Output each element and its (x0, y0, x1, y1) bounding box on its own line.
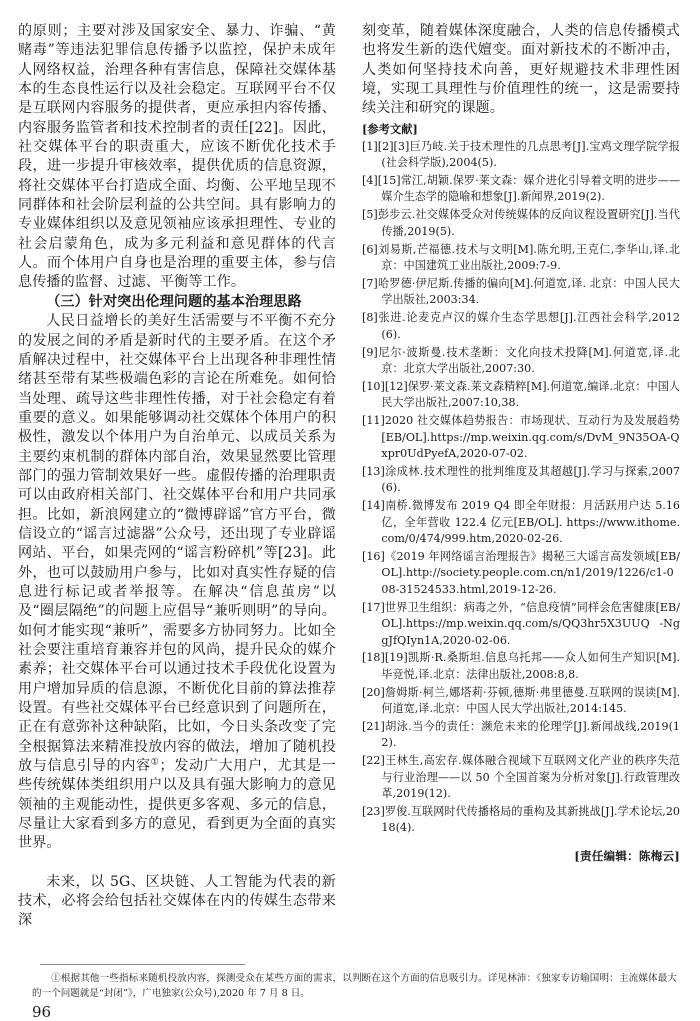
responsible-editor-credit: [责任编辑：陈梅云] (574, 848, 680, 863)
reference-item: [20]詹姆斯·柯兰,娜塔莉·芬顿,德斯·弗里德曼.互联网的误读[M].何道宽,译.北京：中国人民大学出版社,2014:145. (362, 685, 680, 716)
right-column (362, 22, 680, 930)
paragraph-text-before-footnote: 人民日益增长的美好生活需要与不平衡不充分的发展之间的矛盾是新时代的主要矛盾。在这个矛盾解决过程中，社交媒体平台上出现各种非理性情绪甚至带有某些极端色彩的言论在所难免。如何恰当处理、疏导这些非理性传播，对于社会稳定有着重要的意义。如果能够调动社交媒体个体用户的积极性，激发以个体用户为自治单元、以成员关系为主要约束机制的群体内部自治，效果显然要比管理部门的强力管制效果好一些。虚假传播的治理职责可以由政府相关部门、社交媒体平台和用户共同承担。比如，新浪网建立的“微博辟谣”官方平台，微信设立的“谣言过滤器”公众号，还出现了专业辟谣网站、平台，如果壳网的“谣言粉碎机”等[23]。此外，也可以鼓励用户参与，比如对真实性存疑的信息进行标记或者举报等。在解决“信息茧房”以及“圈层隔绝”的问题上应倡导“兼听则明”的导向。如何才能实现“兼听”，需要多方协同努力。比如全社会要注重培育兼容并包的风尚，提升民众的媒介素养；社交媒体平台可以通过技术手段优化设置为用户增加异质的信息源，不断优化目前的算法推荐设置。有些社交媒体平台已经意识到了问题所在，正在有意弥补这种缺陷，比如，今日头条改变了完全根据算法来精准投放内容的做法，增加了随机投放与信息引导的内容 (18, 313, 336, 775)
reference-item: [4][15]常江,胡颖.保罗·莱文森：媒介进化引导着文明的进步——媒介生态学的隐喻和想象[J].新闻界,2019(2). (362, 174, 680, 204)
paragraph-text-after-footnote: ；发动广大用户，尤其是一些传统媒体类组织用户以及具有强大影响力的意见领袖的主观能动性，提供更多客观、多元的信息，尽量让大家看到多方的意见，看到更为全面的真实世界。 (18, 758, 336, 852)
left-column (18, 22, 336, 930)
references-heading: [参考文献] (362, 121, 418, 136)
footnote-marker-icon: ① (150, 757, 160, 768)
reference-item: [7]哈罗德·伊尼斯.传播的偏向[M].何道宽,译. 北京：中国人民大学出版社,2003:34. (362, 276, 680, 307)
reference-item: [18][19]凯斯·R.桑斯坦.信息乌托邦——众人如何生产知识[M].毕竞悦,译.北京：法律出版社,2008:8,8. (362, 651, 680, 681)
footnote-text (32, 971, 677, 1001)
page-number: 96 (32, 1003, 52, 1021)
reference-item: [6]刘易斯,芒福德.技术与文明[M].陈允明,王克仁,李华山,译.北京：中国建筑工业出版社,2009:7-9. (362, 242, 680, 273)
reference-item: [8]张进.论麦克卢汉的媒介生态学思想[J].江西社会科学,2012(6). (362, 311, 680, 341)
reference-item: [16]《2019 年网络谣言治理报告》揭秘三大谣言高发领域[EB/OL].http://society.people.com.cn/n1/2019/1226/c1-008-31524533.html,2019-12-26. (362, 549, 680, 596)
body-paragraph-future: 未来，以 5G、区块链、人工智能为代表的新技术，必将会给包括社交媒体在内的传媒生态带来深 (18, 873, 336, 929)
footnote-area (18, 964, 682, 1021)
body-paragraph-future-continued: 刻变革，随着媒体深度融合，人类的信息传播模式也将发生新的迭代嬗变。面对新技术的不断冲击，人类如何坚持技术向善，更好规避技术非理性困境，实现工具理性与价值理性的统一，这是需要持续关注和研究的课题。 (362, 23, 680, 117)
reference-item: [5]彭步云.社交媒体受众对传统媒体的反向议程设置研究[J].当代传播,2019(5). (362, 208, 680, 238)
reference-item: [22]王林生,高宏存.媒体融合视域下互联网文化产业的秩序失范与行业治理——以 50 个全国首案为分析对象[J].行政管理改革,2019(12). (362, 754, 680, 801)
section-heading-3: （三）针对突出伦理问题的基本治理思路 (46, 293, 302, 310)
reference-item: [17]世界卫生组织：病毒之外，“信息疫情”同样会危害健康[EB/OL].https://mp.weixin.qq.com/s/QQ3hr5X3UUQ -NggJfQIyn1A,2020-02-06. (362, 600, 680, 647)
reference-item: [10][12]保罗·莱文森.莱文森精粹[M].何道宽,编译.北京：中国人民大学出版社,2007:10,38. (362, 379, 680, 410)
paragraph-spacer (18, 854, 336, 873)
references-list (362, 139, 680, 837)
reference-item: [23]罗俊.互联网时代传播格局的重构及其新挑战[J].学术论坛,2018(4). (362, 805, 680, 835)
footnote-number-marker: ① (51, 972, 61, 984)
reference-item: [9]尼尔·波斯曼.技术垄断：文化向技术投降[M].何道宽,译.北京：北京大学出版社,2007:30. (362, 345, 680, 375)
footnote-separator-rule (40, 964, 245, 965)
reference-item: [13]涂成林.技术理性的批判维度及其超越[J].学习与探索,2007(6). (362, 464, 680, 495)
reference-item: [1][2][3]巨乃岐.关于技术理性的几点思考[J].宝鸡文理学院学报(社会科学版),2004(5). (362, 139, 680, 170)
two-column-layout (18, 22, 682, 930)
reference-item: [14]南桥.微博发布 2019 Q4 即全年财报：月活跃用户达 5.16 亿，全年营收 122.4 亿元[EB/OL]. https://www.ithome.com/0/474/999.htm,2020-02-26. (362, 499, 680, 546)
reference-item: [11]2020 社交媒体趋势报告：市场现状、互动行为及发展趋势[EB/OL].https://mp.weixin.qq.com/s/DvM_9N35OA-Qxpr0UdPyefA,2020-07-02. (362, 414, 680, 461)
body-paragraph-continued: 的原则；主要对涉及国家安全、暴力、诈骗、“黄赌毒”等违法犯罪信息传播予以监控，保护未成年人网络权益，治理各种有害信息，保障社交媒体基本的生态良性运行以及社会稳定。互联网平台不仅是互联网内容服务的提供者，更应承担内容传播、内容服务监管者和技术控制者的责任[22]。因此，社交媒体平台的职责重大，应该不断优化技术手段，进一步提升审核效率，提供优质的信息资源，将社交媒体平台打造成全面、均衡、公平地呈现不同群体和社会阶层利益的公共空间。具有影响力的专业媒体组织以及意见领袖应该承担理性、专业的社会启蒙角色，成为多元利益和意见群体的代言人。而个体用户自身也是治理的重要主体，参与信息传播的监督、过滤、平衡等工作。 (18, 23, 336, 291)
reference-item: [21]胡泳.当今的责任：濒危未来的伦理学[J].新闻战线,2019(12). (362, 720, 680, 750)
body-paragraph-governance (18, 312, 336, 854)
footnote-body: 根据其他一些指标来随机投放内容，探测受众在某些方面的需求，以判断在这个方面的信息吸引力。详见林沛：《独家专访喻国明：主流媒体最大的一个问题就是“封闭”》，广电独家(公众号),2020 年 7 月 8 日。 (32, 972, 677, 999)
